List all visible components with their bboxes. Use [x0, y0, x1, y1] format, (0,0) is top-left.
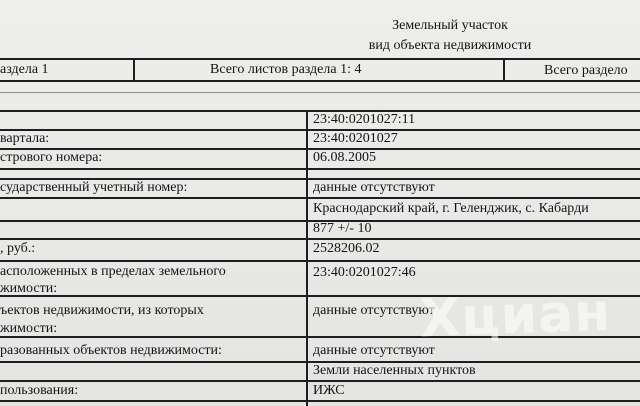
assignment-date-value: 06.08.2005 [313, 150, 376, 165]
source-objects-label-line1: ъектов недвижимости, из которых [0, 303, 204, 318]
source-objects-label-line2: жимости: [0, 321, 58, 336]
rule [0, 92, 640, 93]
rule [0, 238, 640, 240]
rule [133, 58, 135, 81]
permitted-use-value: ИЖС [313, 383, 345, 398]
formed-objects-label: разованных объектов недвижимости: [0, 343, 222, 358]
object-subtitle: вид объекта недвижимости [368, 38, 532, 53]
land-category-value: Земли населенных пунктов [313, 363, 476, 378]
rule [0, 58, 640, 60]
rule [503, 58, 505, 81]
quarter-label: вартала: [0, 131, 50, 146]
assignment-date-label: стрового номера: [0, 150, 103, 165]
address-value: Краснодарский край, г. Геленджик, с. Кабарди [313, 201, 589, 216]
formed-objects-value: данные отсутствуют [313, 343, 435, 358]
cadastral-cost-value: 2528206.02 [313, 241, 380, 256]
rule [306, 110, 308, 406]
total-sheets-label: Всего листов раздела 1: 4 [210, 62, 362, 77]
rule [0, 168, 640, 170]
total-sections-label: Всего раздело [544, 63, 628, 78]
area-value: 877 +/- 10 [313, 221, 372, 236]
rule [0, 197, 640, 199]
source-objects-value: данные отсутствуют [313, 303, 435, 318]
cadastral-cost-label: , руб.: [0, 241, 36, 256]
rule [0, 260, 640, 262]
quarter-value: 23:40:0201027 [313, 131, 398, 146]
located-objects-label-line2: жимости: [0, 281, 58, 296]
object-title: Земельный участок [392, 18, 508, 33]
rule [0, 400, 640, 402]
cadastral-number-value: 23:40:0201027:11 [313, 112, 416, 127]
permitted-use-label: пользования: [0, 383, 79, 398]
located-objects-value: 23:40:0201027:46 [313, 265, 416, 280]
registration-number-value: данные отсутствуют [313, 180, 435, 195]
rule [0, 380, 640, 382]
rule [0, 80, 640, 82]
registration-number-label: сударственный учетный номер: [0, 180, 188, 195]
section-label: аздела 1 [0, 62, 49, 77]
located-objects-label-line1: асположенных в пределах земельного [0, 264, 226, 279]
watermark-logo: Xциан [419, 282, 613, 350]
